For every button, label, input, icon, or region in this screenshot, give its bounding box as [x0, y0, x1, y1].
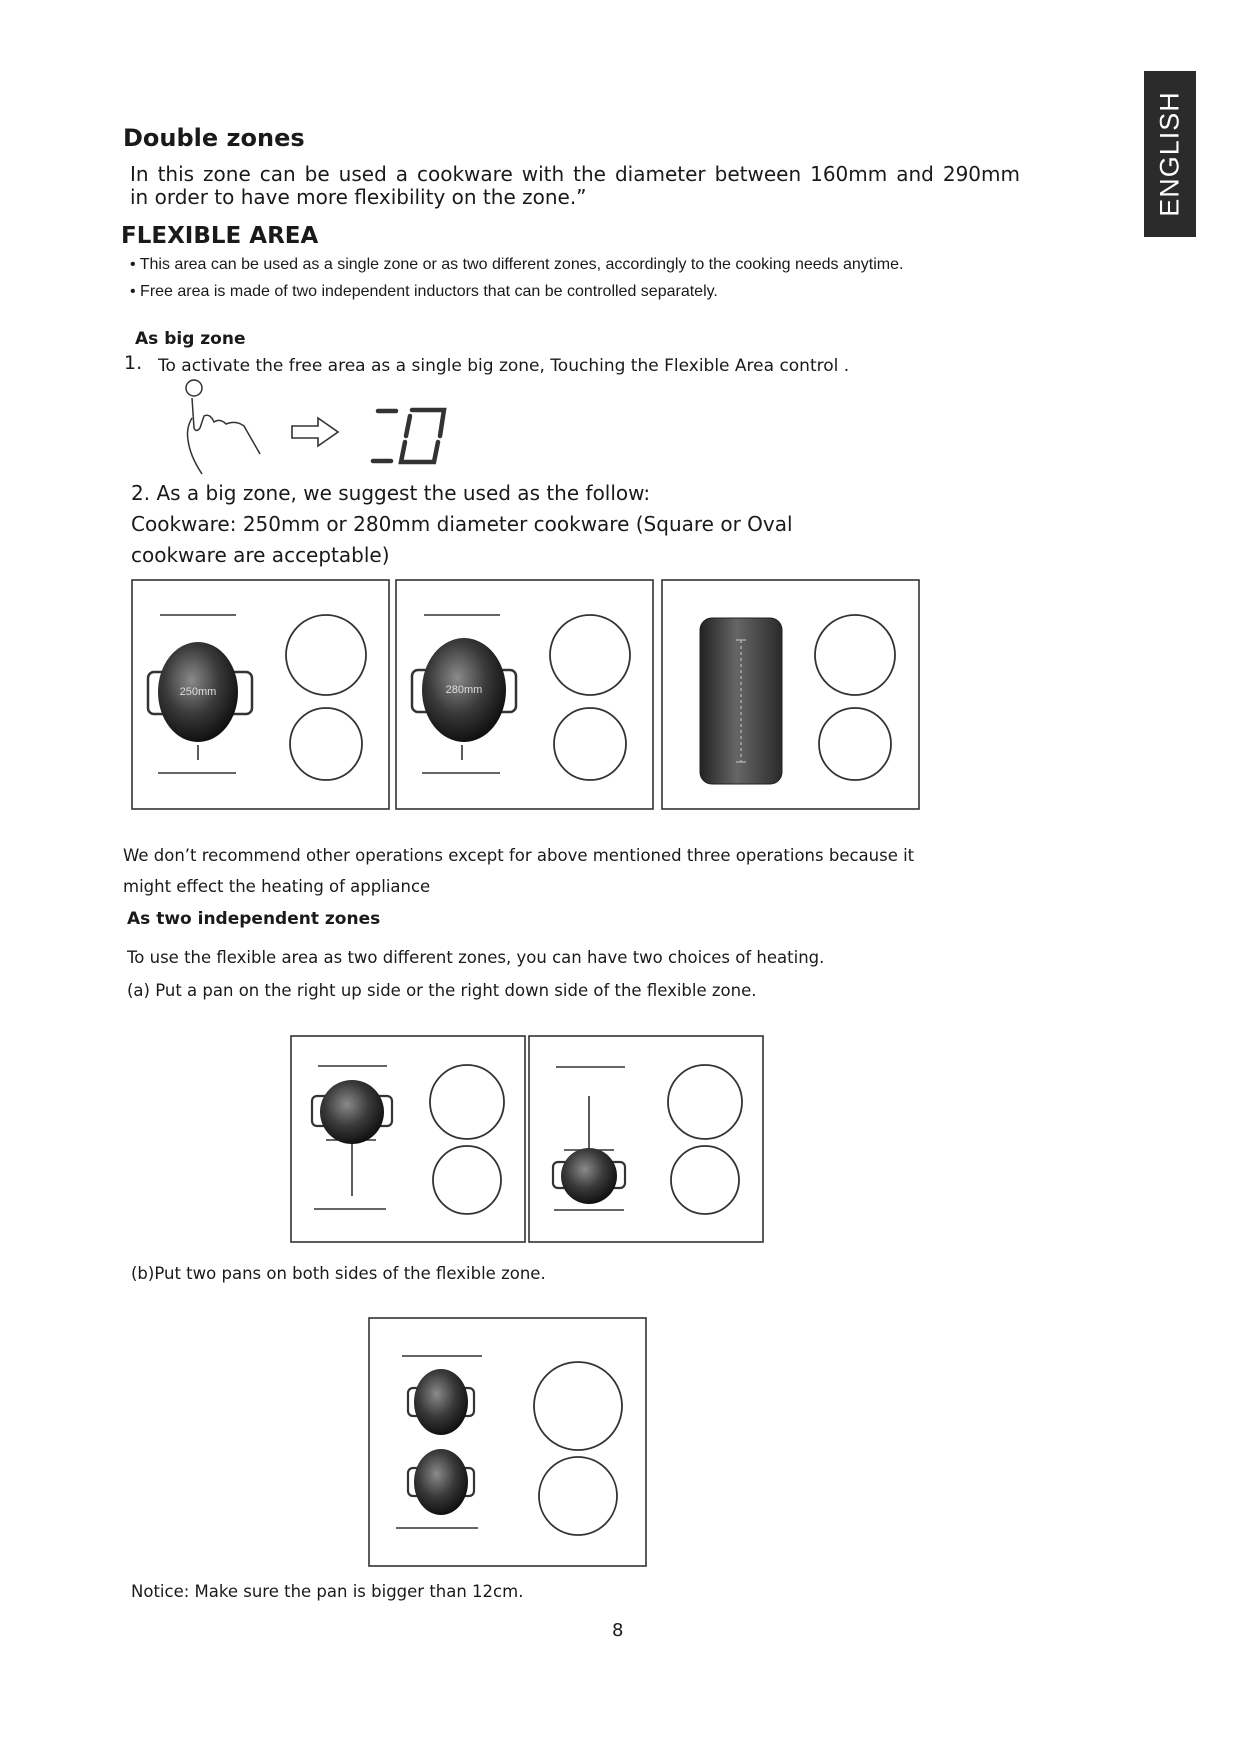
hob-diagram-right-down — [529, 1036, 763, 1242]
hob-diagram-oval — [662, 580, 919, 809]
flexible-area-bullet-2: • Free area is made of two independent inductors that can be controlled separately. — [130, 283, 718, 300]
double-zones-heading: Double zones — [123, 124, 305, 152]
step1-number: 1. — [124, 352, 143, 374]
step2-line3: cookware are acceptable) — [131, 543, 390, 567]
two-zones-option-b: (b)Put two pans on both sides of the flexible zone. — [131, 1264, 546, 1283]
hob-diagram-both-sides — [369, 1318, 646, 1566]
page-number: 8 — [612, 1620, 624, 1641]
hob-diagram-right-up — [291, 1036, 525, 1242]
double-zones-text-line1: In this zone can be used a cookware with the diameter between 160mm and 290mm — [130, 162, 1020, 186]
big-zone-heading: As big zone — [135, 329, 246, 349]
language-tab-label: ENGLISH — [1154, 91, 1185, 217]
step2-line1: 2. As a big zone, we suggest the used as the follow: — [131, 481, 651, 505]
flexible-area-bullet-1: • This area can be used as a single zone or as two different zones, accordingly to the cooking needs anytime. — [130, 256, 904, 273]
flexible-area-heading: FLEXIBLE AREA — [121, 223, 319, 249]
two-zones-heading: As two independent zones — [127, 909, 381, 929]
step2-line2: Cookware: 250mm or 280mm diameter cookware (Square or Oval — [131, 512, 793, 536]
double-zones-text-line2: in order to have more flexibility on the zone.” — [130, 185, 587, 209]
two-zones-option-a: (a) Put a pan on the right up side or the right down side of the flexible zone. — [127, 981, 757, 1000]
pan-label-280: 280mm — [445, 684, 483, 696]
warning-line1: We don’t recommend other operations except for above mentioned three operations because it — [123, 846, 915, 865]
hob-diagram-250mm — [132, 580, 389, 809]
step1-text: To activate the free area as a single big zone, Touching the Flexible Area control . — [158, 356, 850, 376]
two-zones-intro: To use the flexible area as two different zones, you can have two choices of heating. — [127, 948, 825, 967]
hob-diagram-280mm — [396, 580, 653, 809]
warning-line2: might effect the heating of appliance — [123, 877, 431, 896]
notice-text: Notice: Make sure the pan is bigger than 12cm. — [131, 1582, 524, 1601]
pan-label-250: 250mm — [179, 686, 217, 698]
